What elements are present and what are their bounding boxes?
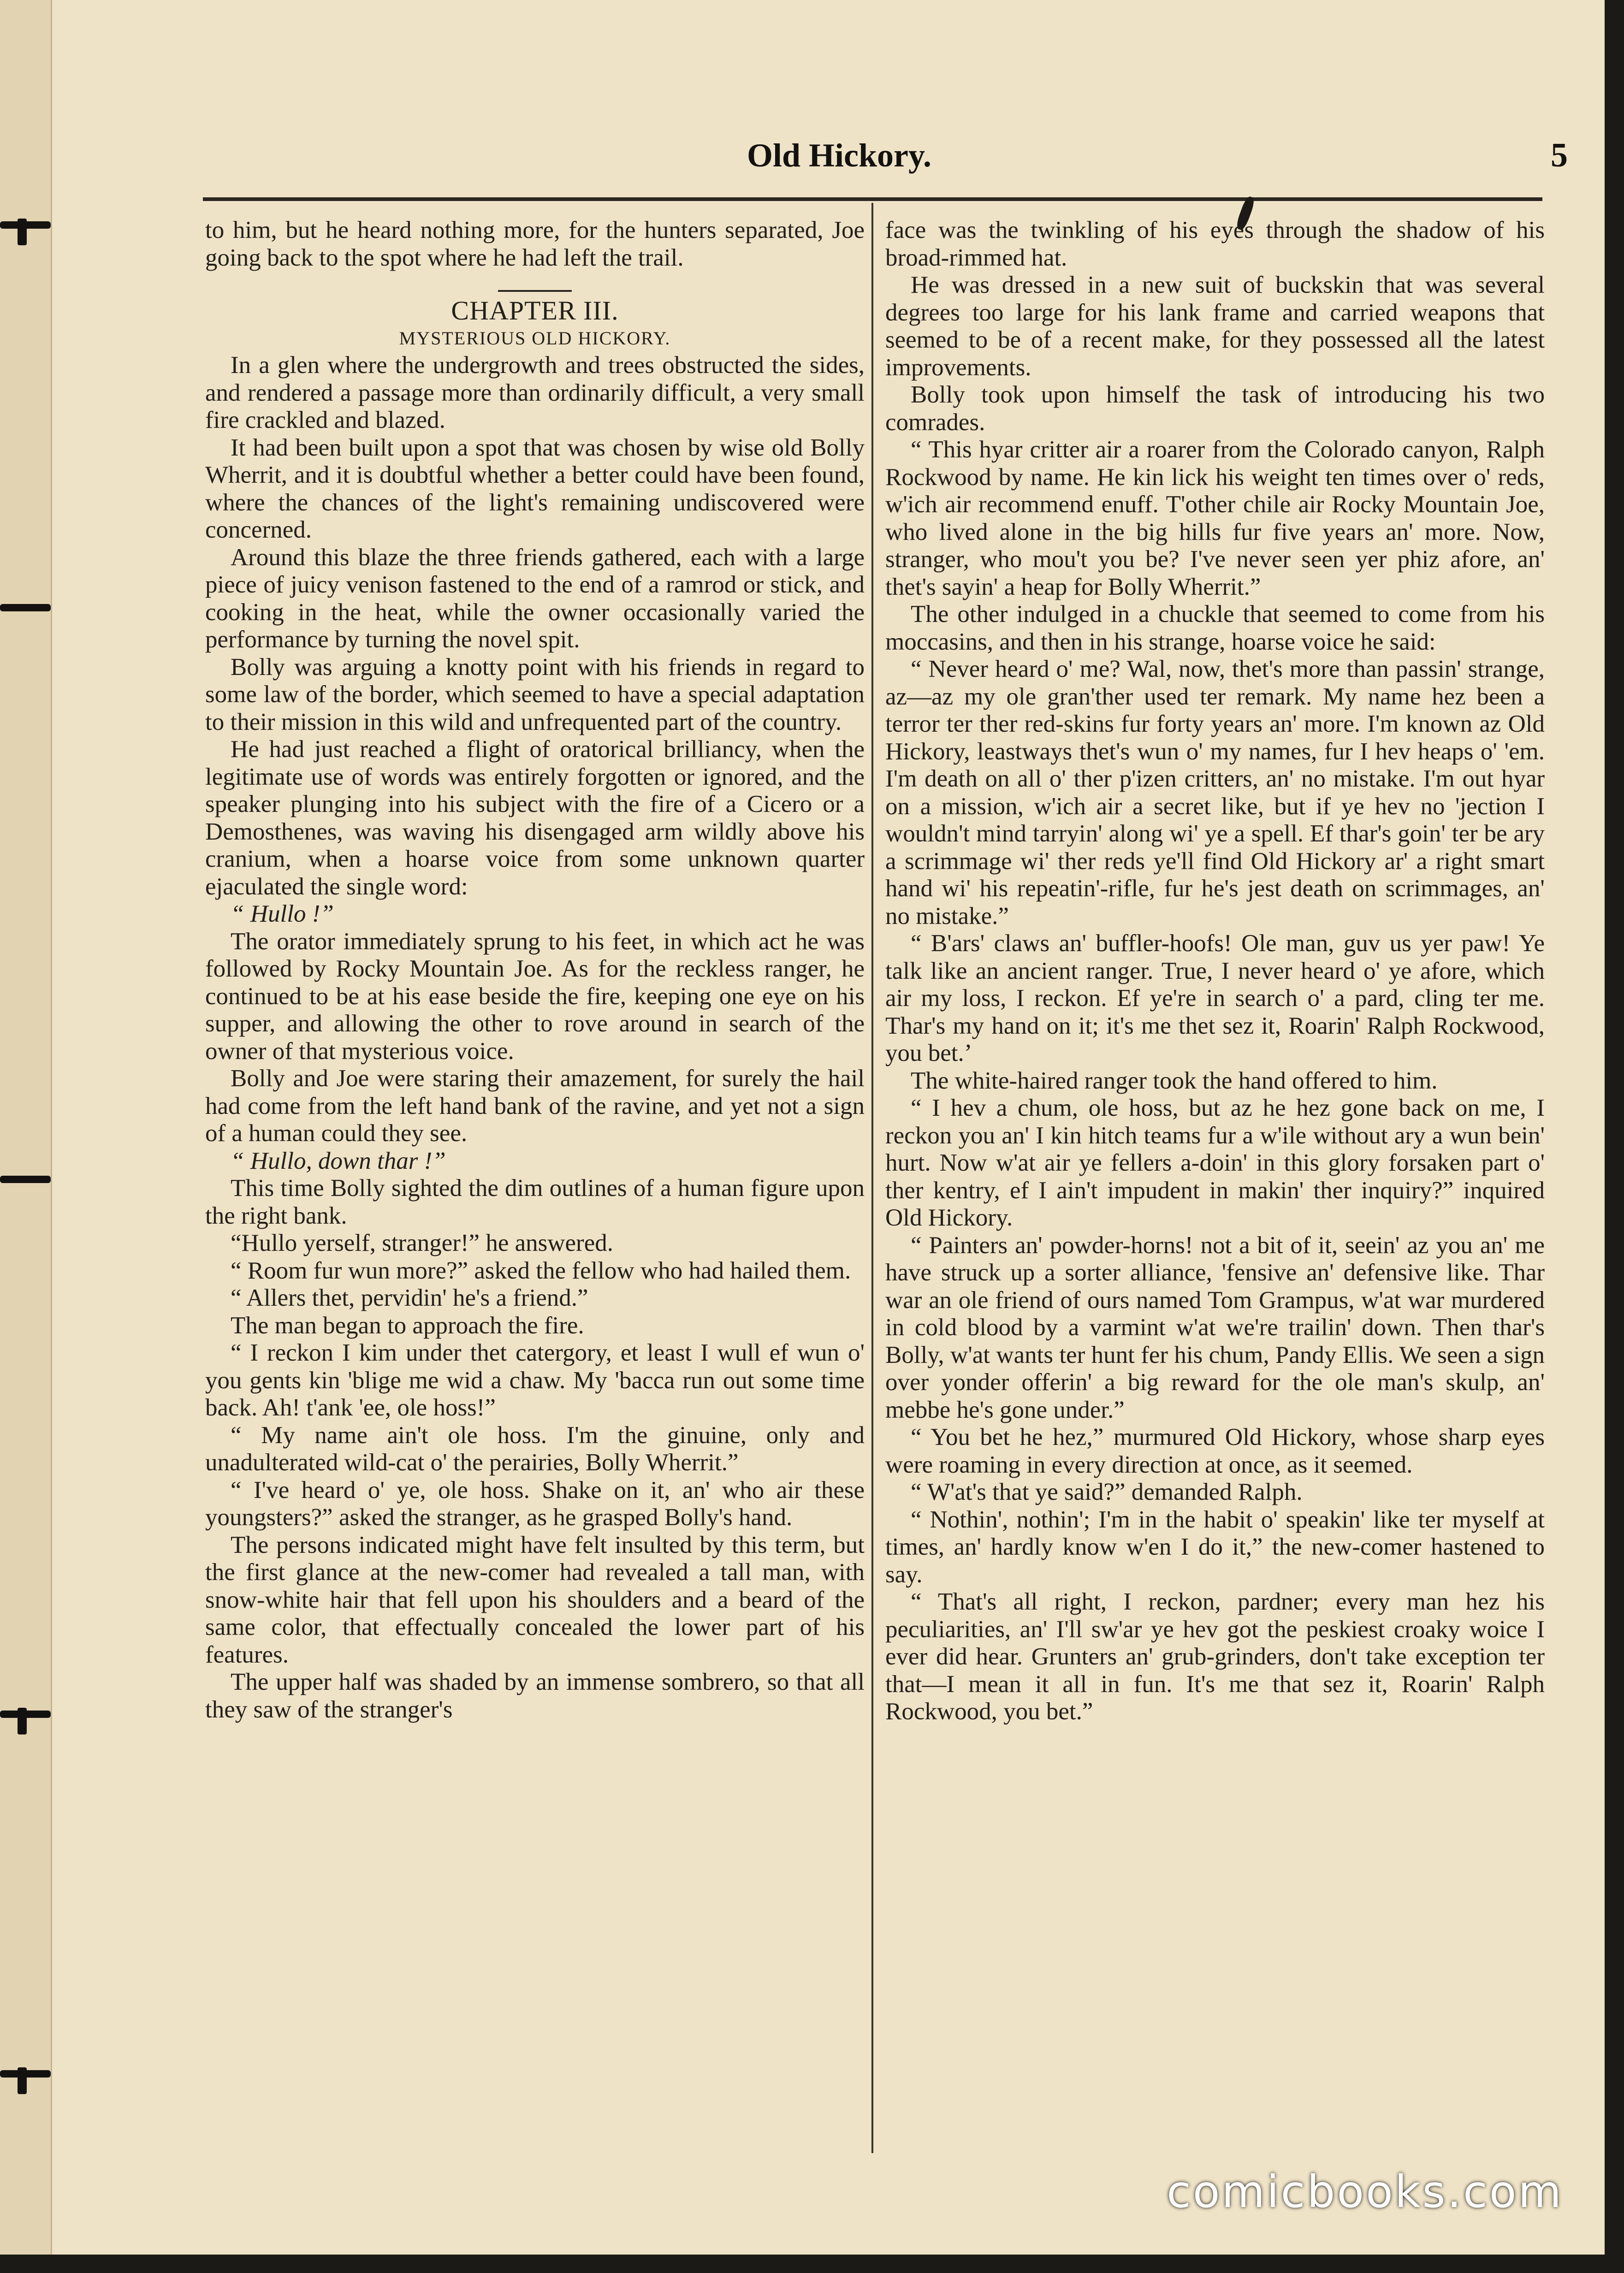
paragraph: The man began to approach the fire. [231, 1312, 584, 1339]
paragraph: “ I reckon I kim under thet catergory, et least I wull ef wun o' you gents kin 'blige me wid a chaw. My 'bacca run out some time back. Ah! t'ank 'ee, ole hoss!” [205, 1339, 865, 1421]
left-column [205, 217, 865, 1723]
paragraph: to him, but he heard nothing more, for the hunters separated, Joe going back to the spot where he had left the trail. [205, 217, 865, 271]
paragraph: “Hullo yerself, stranger!” he answered. [231, 1230, 613, 1256]
running-header [203, 135, 1568, 181]
paragraph: “ This hyar critter air a roarer from the Colorado canyon, Ralph Rockwood by name. He kin lick his weight ten times over o' reds, w'ich air recommend enuff. T'other chile air Rocky Mountain Joe, who lived alone in the big hills fur five years an' more. Now, stranger, who mou't you be? I've never seen yer phiz afore, an' thet's sayin' a heap for Bolly Wherrit.” [885, 436, 1545, 600]
paragraph: “ That's all right, I reckon, pardner; every man hez his peculiarities, an' I'll sw'ar ye hev got the peskiest croaky woice I ever did hear. Grunters an' grub-grinders, don't take exception ter that—I mean it all in fun. It's me that sez it, Roarin' Ralph Rockwood, you bet.” [885, 1588, 1545, 1725]
paragraph: face was the twinkling of his eyes through the shadow of his broad-rimmed hat. [885, 217, 1545, 271]
paragraph: The white-haired ranger took the hand offered to him. [911, 1067, 1438, 1094]
binding-stitch [0, 2066, 55, 2082]
paragraph: “ Nothin', nothin'; I'm in the habit o' speakin' like ter myself at times, an' hardly know w'en I do it,” the new-comer hastened to say. [885, 1506, 1545, 1588]
chapter-subtitle: MYSTERIOUS OLD HICKORY. [399, 328, 671, 349]
paragraph: “ You bet he hez,” murmured Old Hickory, whose sharp eyes were roaming in every direction at once, as it seemed. [885, 1424, 1545, 1478]
paragraph: “ W'at's that ye said?” demanded Ralph. [911, 1479, 1303, 1505]
watermark-logo: comicbooks.com [1166, 2166, 1563, 2218]
page-number: 5 [1551, 136, 1568, 174]
column-divider [871, 203, 873, 2153]
paragraph: This time Bolly sighted the dim outlines of a human figure upon the right bank. [205, 1175, 865, 1229]
binding-stitch [0, 217, 55, 233]
paragraph: He had just reached a flight of oratorical brilliancy, when the legitimate use of words was entirely forgotten or ignored, and the speaker plunging into his subject with the fire of a Cicero or a Demosthenes, was waving his disengaged arm wildly above his cranium, when a hoarse voice from some unknown quarter ejaculated the single word: [205, 736, 865, 900]
page-title: Old Hickory. [747, 137, 932, 174]
binding-gutter [0, 0, 52, 2255]
paragraph: “ My name ain't ole hoss. I'm the ginuine, only and unadulterated wild-cat o' the perairies, Bolly Wherrit.” [205, 1421, 865, 1476]
paragraph: “ Hullo !” [231, 900, 334, 927]
paragraph: “ Room fur wun more?” asked the fellow who had hailed them. [231, 1257, 851, 1284]
binding-stitch [0, 1706, 55, 1723]
chapter-rule [498, 290, 572, 292]
chapter-heading: CHAPTER III. [451, 296, 619, 326]
paragraph: “ Never heard o' me? Wal, now, thet's more than passin' strange, az—az my ole gran'ther used ter remark. My name hez been a terror ter ther red-skins fur forty years an' more. I'm known az Old Hickory, leastways thet's wun o' my names, fur I hev heaps o' 'em. I'm death on all o' ther p'izen critters, an' no mistake. I'm out hyar on a mission, w'ich air a secret like, but if ye hev no 'jection I wouldn't mind tarryin' along wi' ye a spell. Ef thar's goin' ter be ary a scrimmage wi' ther reds ye'll find Old Hickory ar' a right smart hand wi' his repeatin'-rifle, fur he's jest death on scrimmages, an' no mistake.” [885, 656, 1545, 929]
paragraph: “ B'ars' claws an' buffler-hoofs! Ole man, guv us yer paw! Ye talk like an ancient ranger. True, I never heard o' ye afore, which air my loss, I reckon. Ef ye're in search o' a pard, cling ter me. Thar's my hand on it; it's me thet sez it, Roarin' Ralph Rockwood, you bet.’ [885, 930, 1545, 1066]
paragraph: In a glen where the undergrowth and trees obstructed the sides, and rendered a passage more than ordinarily difficult, a very small fire crackled and blazed. [205, 352, 865, 433]
paragraph: Bolly took upon himself the task of introducing his two comrades. [885, 381, 1545, 436]
paragraph: The orator immediately sprung to his feet, in which act he was followed by Rocky Mountain Joe. As for the reckless ranger, he continued to be at his ease beside the fire, keeping one eye on his supper, and allowing the other to rove around in search of the owner of that mysterious voice. [205, 928, 865, 1065]
paragraph: Bolly was arguing a knotty point with his friends in regard to some law of the border, which seemed to have a special adaptation to their mission in this wild and unfrequented part of the country. [205, 653, 865, 735]
binding-stitch [0, 1171, 55, 1188]
paragraph: Around this blaze the three friends gathered, each with a large piece of juicy venison fastened to the end of a ramrod or stick, and cooking in the heat, while the owner occasionally varied the performance by turning the novel spit. [205, 544, 865, 653]
paragraph: The other indulged in a chuckle that seemed to come from his moccasins, and then in his strange, hoarse voice he said: [885, 601, 1545, 655]
paragraph: “ Painters an' powder-horns! not a bit of it, seein' az you an' me have struck up a sorter alliance, 'fensive an' defensive like. Thar war an ole friend of ours named Tom Grampus, w'at war murdered in cold blood by a varmint w'at we're trailin' down. Then thar's Bolly, w'at wants ter hunt fer his chum, Pandy Ellis. We seen a sign over yonder offerin' a big reward for the ole man's skulp, an' mebbe he's gone under.” [885, 1231, 1545, 1423]
paragraph: He was dressed in a new suit of buckskin that was several degrees too large for his lank frame and carried weapons that seemed to be of a recent make, for they possessed all the latest improvements. [885, 272, 1545, 381]
paragraph: The persons indicated might have felt insulted by this term, but the first glance at the new-comer had revealed a tall man, with snow-white hair that fell upon his shoulders and a beard of the same color, that effectually concealed the lower part of his features. [205, 1531, 865, 1668]
binding-stitch [0, 599, 55, 616]
paragraph: Bolly and Joe were staring their amazement, for surely the hail had come from the left hand bank of the ravine, and yet not a sign of a human could they see. [205, 1065, 865, 1147]
paragraph: “ I hev a chum, ole hoss, but az he hez gone back on me, I reckon you an' I kin hitch teams fur a w'ile without ary a wun bein' hurt. Now w'at air ye fellers a-doin' in this glory forsaken part o' ther kentry, ef I ain't impudent in makin' ther inquiry?” inquired Old Hickory. [885, 1095, 1545, 1231]
paragraph: “ Allers thet, pervidin' he's a friend.” [231, 1284, 588, 1311]
paragraph: “ Hullo, down thar !” [231, 1147, 446, 1174]
header-rule [203, 197, 1542, 201]
paragraph: “ I've heard o' ye, ole hoss. Shake on it, an' who air these youngsters?” asked the stranger, as he grasped Bolly's hand. [205, 1476, 865, 1531]
paragraph: The upper half was shaded by an immense sombrero, so that all they saw of the stranger's [205, 1669, 865, 1723]
right-column [885, 217, 1545, 1726]
paragraph: It had been built upon a spot that was chosen by wise old Bolly Wherrit, and it is doubtful whether a better could have been found, where the chances of the light's remaining undiscovered were concerned. [205, 434, 865, 543]
